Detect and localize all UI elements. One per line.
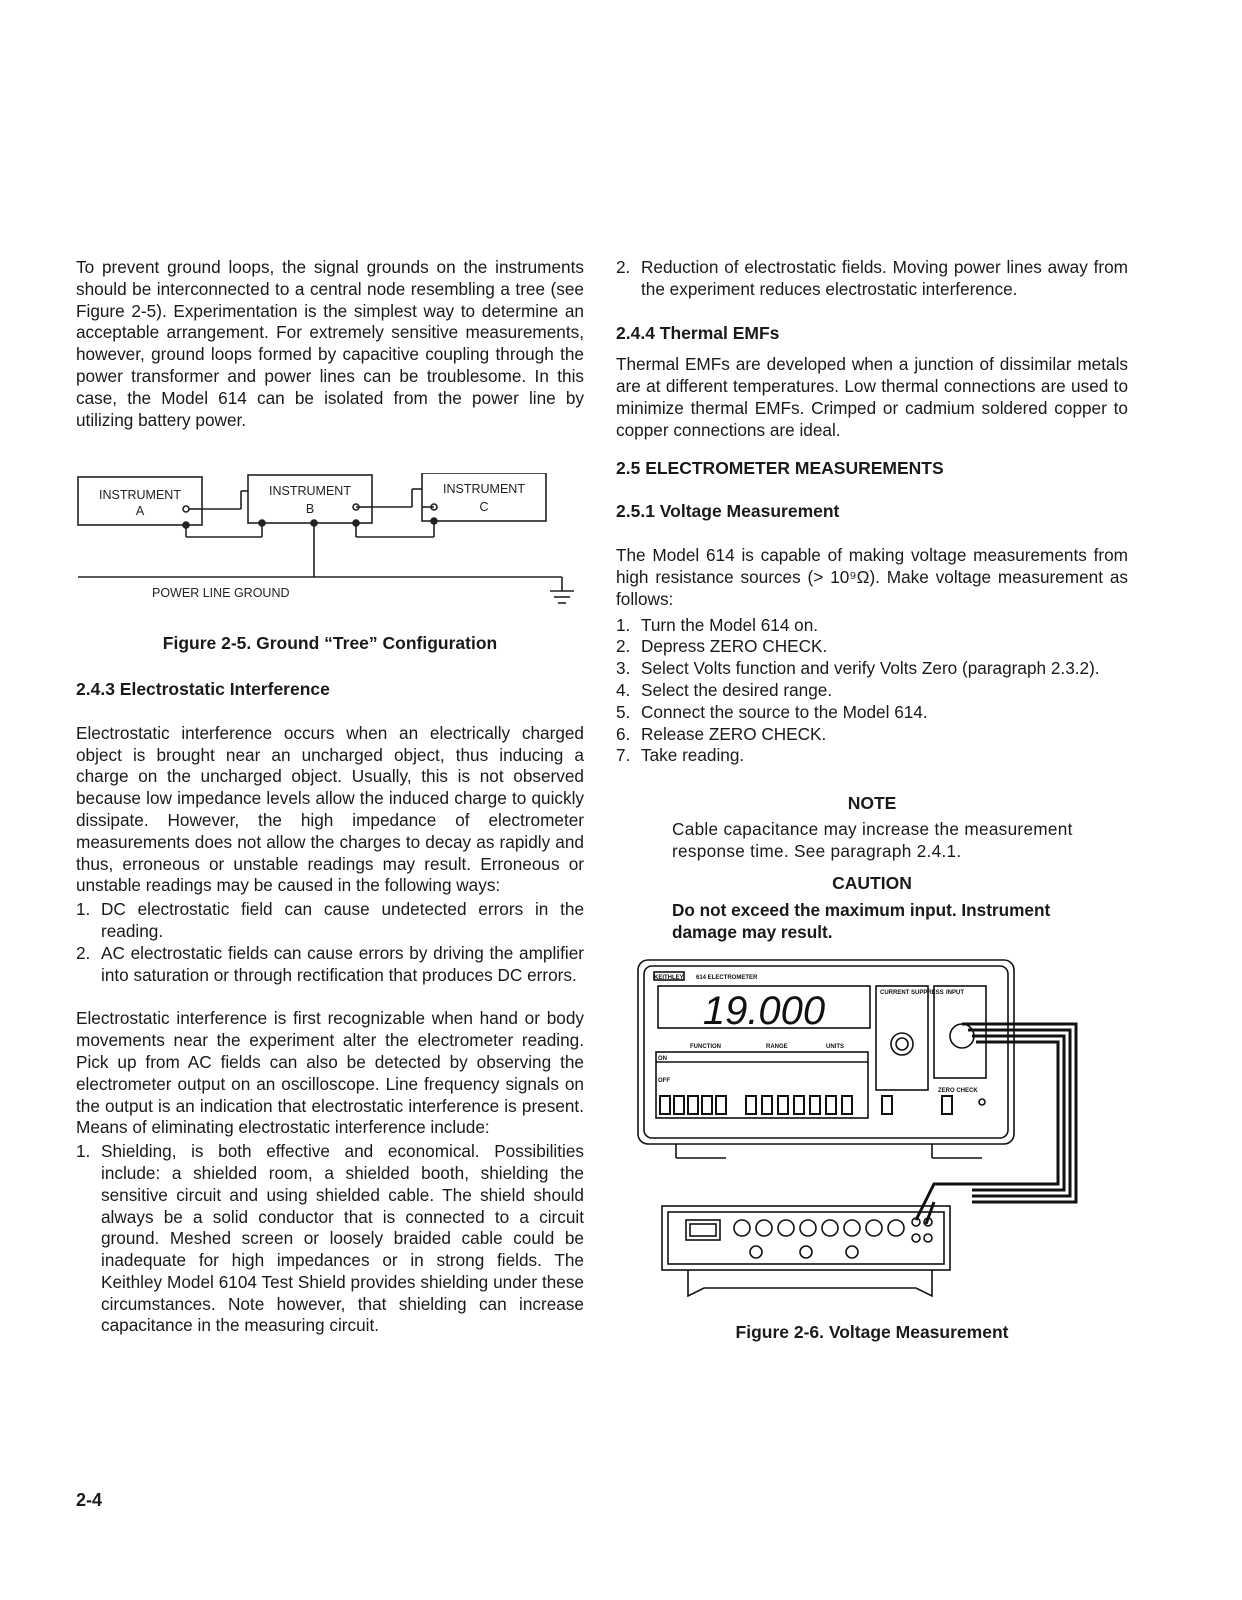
figure-2-5: [76, 473, 584, 655]
ground-label: POWER LINE GROUND: [152, 586, 290, 601]
list-item: 7. Take reading.: [616, 745, 745, 766]
list-item: 2. AC electrostatic fields can cause errors by driving the amplifier into saturation or through rectification that produces DC errors.: [76, 942, 584, 985]
section-2-5-1-heading: 2.5.1 Voltage Measurement: [616, 501, 840, 522]
list-item: 5. Connect the source to the Model 614.: [616, 701, 928, 722]
steps-list: [616, 615, 1128, 768]
input-label: INPUT: [946, 989, 964, 996]
list-item: 2. Reduction of electrostatic fields. Moving power lines away from the experiment reduces electrostatic interference.: [616, 257, 1128, 299]
brand-label: KEITHLEY: [654, 974, 684, 981]
section-2-4-3-paragraph-2: Electrostatic interference is first recognizable when hand or body movements near the experiment alter the electrometer reading. Pick up from AC fields can also be detected by observing the electrometer output on an oscilloscope. Line frequency signals on the output is an indication that electrostatic interference is present. Means of eliminating electrostatic interference include:: [76, 1008, 584, 1138]
list-item: 1. DC electrostatic field can cause undetected errors in the reading.: [76, 899, 584, 941]
off-label: OFF: [658, 1077, 670, 1084]
instrument-a-letter: A: [135, 504, 145, 519]
on-label: ON: [658, 1055, 667, 1062]
means-list: [76, 1141, 584, 1337]
list-item: 1. Shielding, is both effective and economical. Possibilities include: a shielded room, a shielded booth, shielding the sensitive circuit and using shielded cable. The shield should always be a solid conductor that is connected to a circuit ground. Meshed screen or loosely braided cable could be inadequate for high impedances or in strong fields. The Keithley Model 6104 Test Shield provides shielding under these circumstances. Note however, that shielding can increase capacitance in the measuring circuit.: [76, 1141, 584, 1336]
instrument-a-label: INSTRUMENT: [99, 488, 181, 503]
section-2-4-4-paragraph: Thermal EMFs are developed when a junction of dissimilar metals are at different temperatures. Low thermal connections are used to minimize thermal EMFs. Crimped or cadmium soldered copper to copper connections are ideal.: [616, 354, 1128, 440]
figure-2-6: [616, 958, 1128, 1344]
list-item: 6. Release ZERO CHECK.: [616, 723, 827, 744]
intro-paragraph: To prevent ground loops, the signal grounds on the instruments should be interconnected to a central node resembling a tree (see Figure 2-5). Experimentation is the simplest way to determine an acceptable arrangement. For extremely sensitive measurements, however, ground loops formed by capacitive coupling through the power transformer and power lines can be troublesome. In this case, the Model 614 can be isolated from the power line by utilizing battery power.: [76, 257, 584, 430]
means-list-continued: [616, 257, 1128, 301]
model-label: 614 ELECTROMETER: [696, 974, 758, 981]
section-2-4-3-paragraph-1: Electrostatic interference occurs when an electrically charged object is brought near an uncharged object, thus inducing a charge on the uncharged object. Usually, this is not observed because low impedance levels allow the induced charge to quickly dissipate. However, the high impedance of electrometer measurements does not allow the charges to decay as rapidly and thus, erroneous or unstable readings may result. Erroneous or unstable readings may be caused in the following ways:: [76, 722, 584, 896]
range-label: RANGE: [766, 1043, 788, 1050]
list-item: 2. Depress ZERO CHECK.: [616, 636, 828, 657]
errors-list: [76, 899, 584, 986]
section-2-4-4-heading: 2.4.4 Thermal EMFs: [616, 322, 780, 343]
section-2-4-3-heading: 2.4.3 Electrostatic Interference: [76, 678, 330, 699]
display-reading: 19.000: [702, 988, 826, 1033]
voltage-measurement-illustration: [616, 958, 1086, 1312]
page-number: 2-4: [76, 1490, 103, 1510]
instrument-c-letter: C: [479, 500, 489, 515]
list-item: 1. Turn the Model 614 on.: [616, 614, 819, 635]
instrument-b-label: INSTRUMENT: [269, 484, 351, 499]
section-2-5-1-paragraph: The Model 614 is capable of making voltage measurements from high resistance sources (> 10⁹Ω). Make voltage measurement as follows:: [616, 545, 1128, 609]
ground-tree-diagram: [76, 473, 576, 613]
caution-title: CAUTION: [832, 872, 912, 893]
current-suppress-label: CURRENT SUPPRESS: [880, 989, 944, 996]
left-column: [76, 257, 584, 1337]
note-title: NOTE: [847, 793, 897, 814]
zero-check-label: ZERO CHECK: [938, 1087, 978, 1094]
figure-2-5-caption: Figure 2-5. Ground “Tree” Configuration: [162, 633, 498, 654]
list-item: 3. Select Volts function and verify Volts Zero (paragraph 2.3.2).: [616, 658, 1100, 679]
function-label: FUNCTION: [690, 1043, 721, 1050]
section-2-5-heading: 2.5 ELECTROMETER MEASUREMENTS: [616, 457, 944, 478]
units-label: UNITS: [826, 1043, 844, 1050]
instrument-c-label: INSTRUMENT: [443, 482, 525, 497]
note-body: Cable capacitance may increase the measurement response time. See paragraph 2.4.1.: [672, 818, 1073, 861]
right-column: [616, 257, 1128, 1344]
instrument-b-letter: B: [305, 502, 315, 517]
caution-body: Do not exceed the maximum input. Instrument damage may result.: [672, 900, 1051, 943]
figure-2-6-caption: Figure 2-6. Voltage Measurement: [735, 1321, 1009, 1342]
list-item: 4. Select the desired range.: [616, 679, 833, 700]
